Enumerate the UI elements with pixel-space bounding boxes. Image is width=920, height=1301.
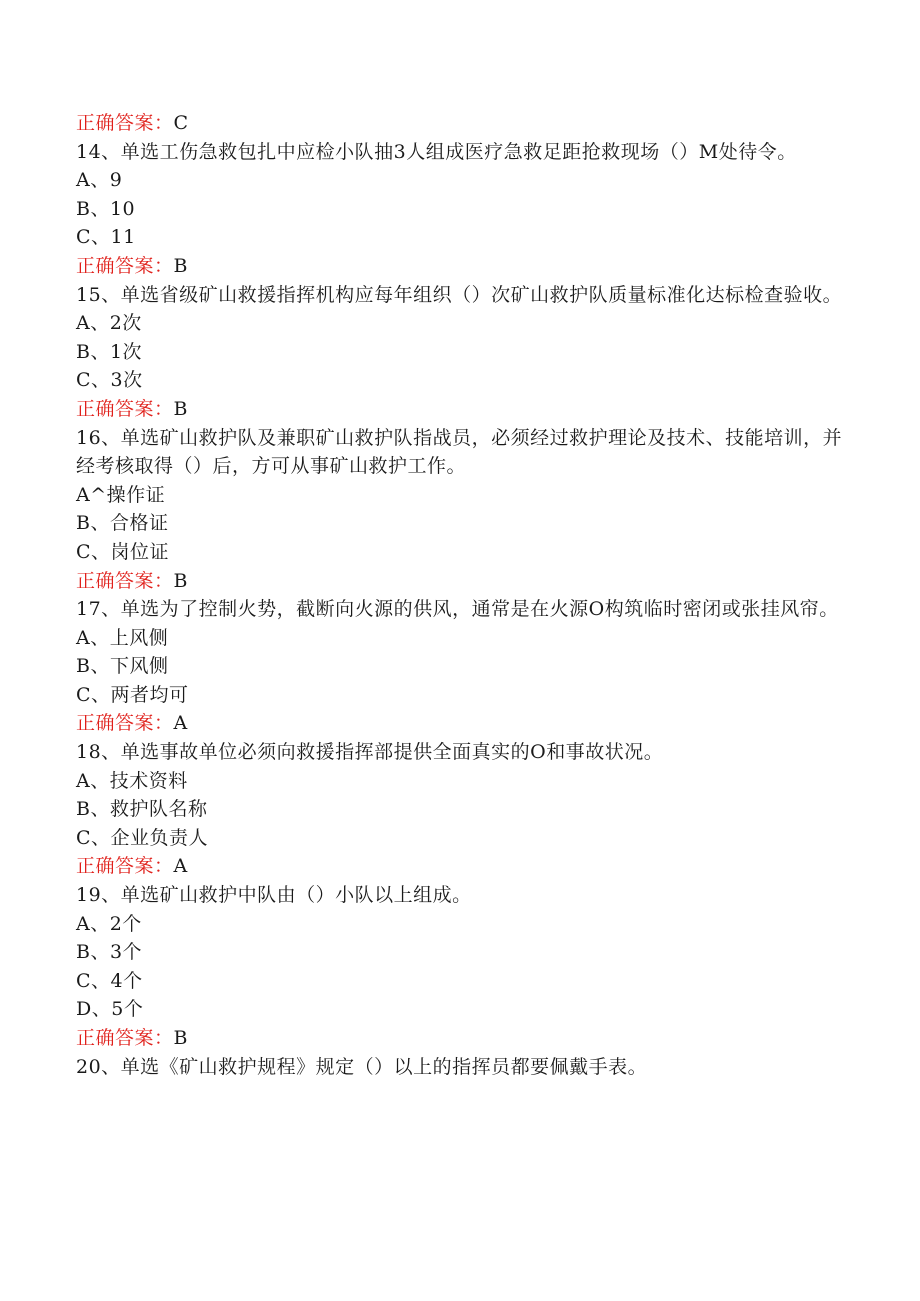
answer-value: B <box>173 569 188 592</box>
option: D、5个 <box>76 998 144 1021</box>
question-stem: 19、单选矿山救护中队由（）小队以上组成。 <box>76 884 472 907</box>
answer-label: 正确答案： <box>76 1027 174 1049</box>
question-stem: 16、单选矿山救护队及兼职矿山救护队指战员，必须经过救护理论及技术、技能培训，并经考核取得（）后，方可从事矿山救护工作。 <box>76 426 843 478</box>
question-stem: 15、单选省级矿山救援指挥机构应每年组织（）次矿山救护队质量标准化达标检查验收。 <box>76 283 843 306</box>
question-stem: 17、单选为了控制火势，截断向火源的供风，通常是在火源O构筑临时密闭或张挂风帘。 <box>76 598 839 621</box>
answer-label: 正确答案： <box>76 254 174 277</box>
answer-value: B <box>173 397 188 420</box>
answer-line <box>76 852 846 881</box>
question-stem: 18、单选事故单位必须向救援指挥部提供全面真实的O和事故状况。 <box>76 741 664 764</box>
option: A^操作证 <box>76 483 166 506</box>
option: B、合格证 <box>76 512 169 535</box>
option: A、上风侧 <box>76 626 169 649</box>
option: C、岗位证 <box>76 540 170 563</box>
answer-line <box>76 395 846 424</box>
option: B、1次 <box>76 340 143 363</box>
answer-value: B <box>173 254 188 277</box>
answer-label: 正确答案： <box>76 855 174 878</box>
question-stem: 14、单选工伤急救包扎中应检小队抽3人组成医疗急救足距抢救现场（）M处待令。 <box>76 140 797 163</box>
option: B、3个 <box>76 941 143 964</box>
answer-line <box>76 709 846 738</box>
answer-line <box>76 109 846 138</box>
option: C、3次 <box>76 369 143 392</box>
option: A、2次 <box>76 312 142 335</box>
option: A、2个 <box>76 912 142 935</box>
option: C、4个 <box>76 969 143 992</box>
answer-value: A <box>173 855 188 878</box>
answer-label: 正确答案： <box>76 397 174 420</box>
option: B、救护队名称 <box>76 798 208 821</box>
option: A、9 <box>76 169 123 192</box>
answer-value: C <box>173 112 189 134</box>
answer-line <box>76 252 846 281</box>
answer-value: B <box>173 1027 188 1049</box>
answer-line <box>76 567 846 596</box>
answer-value: A <box>173 712 188 735</box>
option: B、10 <box>76 197 136 220</box>
answer-line <box>76 1024 846 1053</box>
answer-label: 正确答案： <box>76 712 174 735</box>
option: C、11 <box>76 226 136 249</box>
answer-label: 正确答案： <box>76 569 174 592</box>
answer-label: 正确答案： <box>76 112 174 134</box>
option: B、下风侧 <box>76 655 169 678</box>
question-stem: 20、单选《矿山救护规程》规定（）以上的指挥员都要佩戴手表。 <box>76 1055 648 1078</box>
option: A、技术资料 <box>76 769 188 792</box>
question-list <box>76 109 846 1081</box>
option: C、两者均可 <box>76 683 189 706</box>
option: C、企业负责人 <box>76 826 209 849</box>
